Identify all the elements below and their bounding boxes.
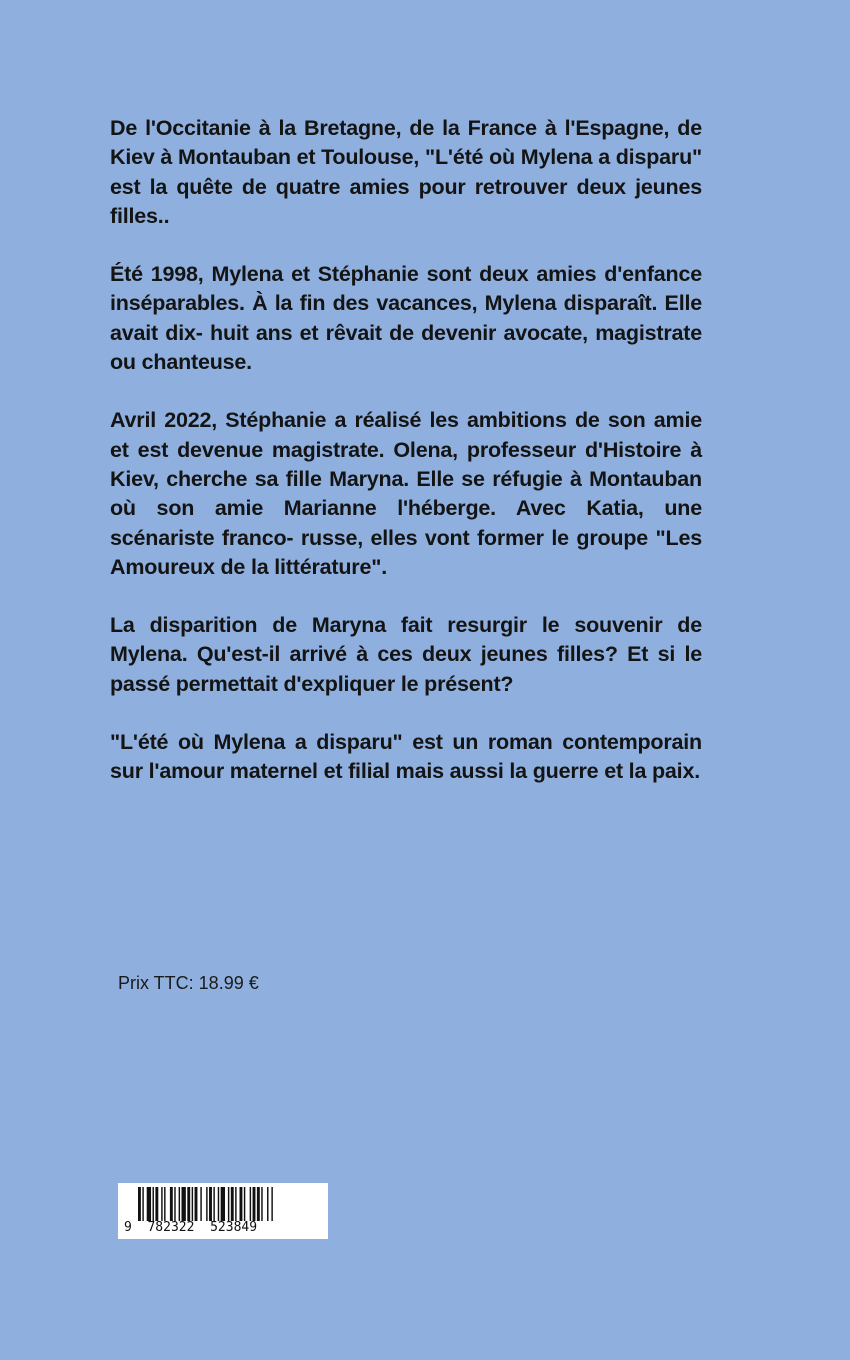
- barcode-bar: [221, 1187, 225, 1221]
- blurb-text: [110, 114, 702, 816]
- barcode-bar: [179, 1187, 180, 1221]
- barcode-bar: [187, 1187, 190, 1221]
- barcode-bar: [250, 1187, 251, 1221]
- blurb-paragraph-5: "L'été où Mylena a disparu" est un roman contemporain sur l'amour maternel et filial mais aussi la guerre et la paix.: [110, 730, 702, 784]
- isbn-barcode: [118, 1183, 328, 1239]
- blurb-paragraph-1: De l'Occitanie à la Bretagne, de la France à l'Espagne, de Kiev à Montauban et Toulouse, "L'été où Mylena a disparu" est la quête de quatre amies pour retrouver deux jeunes filles..: [110, 116, 702, 228]
- barcode-bar: [228, 1187, 229, 1221]
- barcode-bar: [155, 1187, 158, 1221]
- barcode-bar: [209, 1187, 212, 1221]
- barcode-bar: [161, 1187, 162, 1221]
- barcode-bar: [195, 1187, 198, 1221]
- barcode-bar: [192, 1187, 193, 1221]
- blurb-paragraph-4: La disparition de Maryna fait resurgir le souvenir de Mylena. Qu'est-il arrivé à ces deux jeunes filles? Et si le passé permettait d'expliquer le présent?: [110, 613, 702, 696]
- barcode-bar: [244, 1187, 245, 1221]
- barcode-bar: [147, 1187, 151, 1221]
- barcode-bar: [138, 1187, 141, 1221]
- barcode-bar: [235, 1187, 236, 1221]
- barcode-bar: [253, 1187, 256, 1221]
- barcode-bar: [267, 1187, 268, 1221]
- barcode-bar: [164, 1187, 165, 1221]
- price-label: Prix TTC: 18.99 €: [118, 973, 259, 993]
- barcode-bar: [257, 1187, 260, 1221]
- barcode-bar: [182, 1187, 186, 1221]
- barcode-bar: [271, 1187, 272, 1221]
- barcode-digits: 9 782322 523849: [124, 1220, 258, 1235]
- barcode-bar: [206, 1187, 207, 1221]
- barcode-bar: [170, 1187, 173, 1221]
- barcode-bar: [240, 1187, 243, 1221]
- barcode-bar: [142, 1187, 143, 1221]
- barcode-bar: [174, 1187, 175, 1221]
- barcode-bar: [218, 1187, 219, 1221]
- barcode-bar: [231, 1187, 234, 1221]
- blurb-paragraph-2: Été 1998, Mylena et Stéphanie sont deux amies d'enfance inséparables. À la fin des vacances, Mylena disparaît. Elle avait dix- huit ans et rêvait de devenir avocate, magistrate ou chanteuse.: [110, 262, 702, 375]
- barcode-bar: [200, 1187, 201, 1221]
- barcode-bar: [153, 1187, 154, 1221]
- barcode-bar: [261, 1187, 262, 1221]
- barcode-bar: [213, 1187, 214, 1221]
- blurb-paragraph-3: Avril 2022, Stéphanie a réalisé les ambitions de son amie et est devenue magistrate. Olena, professeur d'Histoire à Kiev, cherche sa fille Maryna. Elle se réfugie à Montauban où son amie Marianne l'héberge. Avec Katia, une scénariste franco- russe, elles vont former le groupe "Les Amoureux de la littérature".: [110, 408, 702, 579]
